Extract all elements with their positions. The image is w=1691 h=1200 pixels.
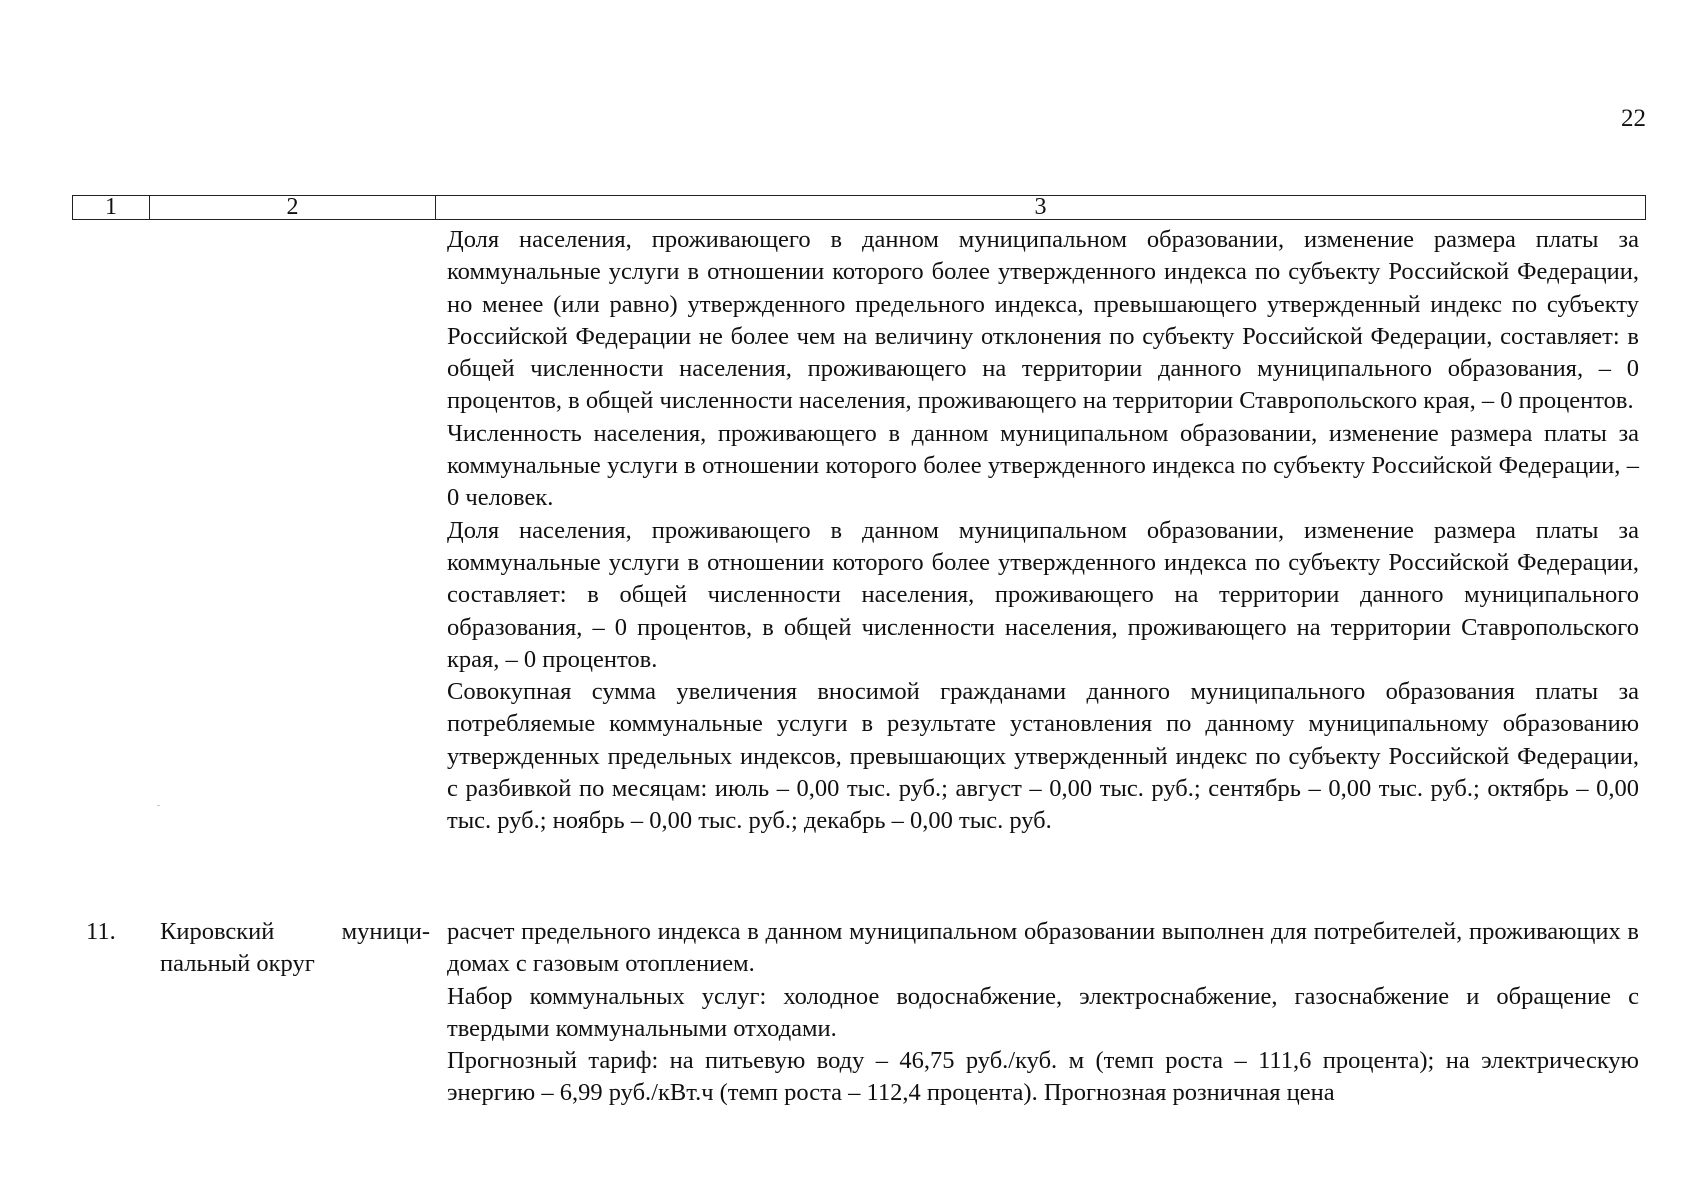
scan-artifact <box>157 805 160 806</box>
municipality-description-cell <box>447 916 1639 1110</box>
paragraph-total-increase-by-month: Совокупная сумма увеличения вносимой гражданами данного муниципального образования платы за потребляемые коммунальные услуги в результате установления по данному муниципальному образованию утвержденных предельных индексов, превышающих утвержденный индекс по субъекту Российской Федерации, с разбивкой по месяцам: июль – 0,00 тыс. руб.; август – 0,00 тыс. руб.; сентябрь – 0,00 тыс. руб.; октябрь – 0,00 тыс. руб.; ноябрь – 0,00 тыс. руб.; декабрь – 0,00 тыс. руб. <box>447 678 1639 835</box>
paragraph-utility-set: Набор коммунальных услуг: холодное водоснабжение, электроснабжение, газоснабжение и обращение с твердыми коммунальными отходами. <box>447 982 1639 1042</box>
paragraph-population-share-within-deviation: Доля населения, проживающего в данном муниципальном образовании, изменение размера платы за коммунальные услуги в отношении которого более утвержденного индекса по субъекту Российской Федерации, но менее (или равно) утвержденного предельного индекса, превышающего утвержденный индекс по субъекту Российской Федерации не более чем на величину отклонения по субъекту Российской Федерации, составляет: в общей численности населения, проживающего на территории данного муниципального образования, – 0 процентов, в общей численности населения, проживающего на территории Ставропольского края, – 0 процентов. <box>447 226 1639 415</box>
page-number: 22 <box>1621 105 1646 132</box>
table-header-row <box>72 195 1646 220</box>
table-header-col-2: 2 <box>150 196 436 219</box>
paragraph-population-share-above-index: Доля населения, проживающего в данном муниципальном образовании, изменение размера платы за коммунальные услуги в отношении которого более утвержденного индекса по субъекту Российской Федерации, составляет: в общей численности населения, проживающего на территории данного муниципального образования, – 0 процентов, в общей численности населения, проживающего на территории Ставропольского края, – 0 процентов. <box>447 516 1639 673</box>
paragraph-forecast-tariff: Прогнозный тариф: на питьевую воду – 46,75 руб./куб. м (темп роста – 111,6 процента); на электрическую энергию – 6,99 руб./кВт.ч (темп роста – 112,4 процента). Прогнозная розничная цена <box>447 1047 1639 1107</box>
continuation-text-cell <box>447 224 1639 838</box>
row-number: 11. <box>86 918 116 945</box>
table-header-col-3: 3 <box>1034 194 1047 220</box>
paragraph-calculation-basis: расчет предельного индекса в данном муниципальном образовании выполнен для потребителей, проживающих в домах с газовым отоплением. <box>447 918 1639 978</box>
table-header-col-1: 1 <box>73 196 150 219</box>
paragraph-population-count: Численность населения, проживающего в данном муниципальном образовании, изменение размера платы за коммунальные услуги в отношении которого более утвержденного индекса по субъекту Российской Федерации, – 0 человек. <box>447 419 1639 512</box>
municipality-name: Кировский муниципальный округ <box>160 918 430 977</box>
